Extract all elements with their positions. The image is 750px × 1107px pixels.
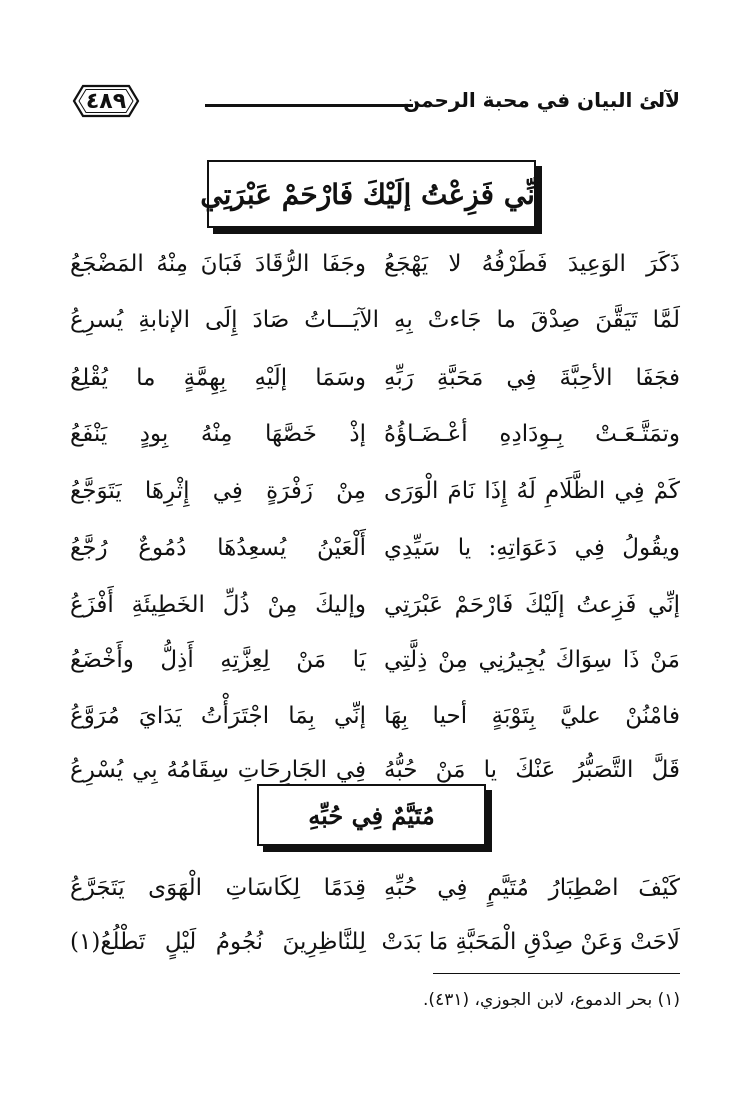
- poem-line: [70, 914, 680, 970]
- verse-first-hemistich: ذَكَرَ الوَعِيدَ فَطَرْفُهُ لا يَهْجَعُ: [384, 251, 680, 277]
- poem-line: [70, 520, 680, 576]
- poem-line: [70, 236, 680, 292]
- footnote-rule: [433, 973, 680, 974]
- poem-line: [70, 350, 680, 406]
- verse-second-hemistich: وسَمَا إلَيْهِ بِهِمَّةٍ ما يُقْلِعُ: [70, 365, 366, 391]
- verse-first-hemistich: فامْنُنْ عليَّ بِتَوْبَةٍ أحيا بِهَا: [384, 703, 680, 729]
- section-title: إنِّي فَزِعْتُ إلَيْكَ فَارْحَمْ عَبْرَتِي: [200, 177, 543, 211]
- verse-first-hemistich: قَلَّ التَّصَبُّرُ عَنْكَ يا مَنْ حُبُّهُ: [384, 757, 680, 783]
- header-rule: [205, 104, 413, 107]
- verse-second-hemistich: قِدَمًا لِكَاسَاتِ الْهَوَى يَتَجَرَّعُ: [70, 875, 366, 901]
- section-title-box: [257, 784, 486, 846]
- poem-line: [70, 860, 680, 916]
- verse-first-hemistich: مَنْ ذَا سِوَاكَ يُجِيرُنِي مِنْ ذِلَّتِي: [384, 647, 680, 673]
- verse-second-hemistich: يَا مَنْ لِعِزَّتِهِ أَذِلُّ وأَخْضَعُ: [70, 647, 366, 673]
- running-header-title: لآلئ البيان في محبة الرحمن: [403, 88, 680, 112]
- poem-line: [70, 688, 680, 744]
- verse-second-hemistich: وجَفَا الرُّقَادَ فَبَانَ مِنْهُ المَضْجَعُ: [70, 251, 366, 277]
- poem-line: [70, 577, 680, 633]
- verse-second-hemistich: إنِّي بِمَا اجْتَرَأْتُ يَدَايَ مُرَوَّعُ: [70, 703, 366, 729]
- verse-second-hemistich: إذْ خَصَّهَا مِنْهُ بِودٍ يَنْفَعُ: [70, 421, 366, 447]
- page-number-badge: [70, 82, 142, 120]
- verse-first-hemistich: ويقُولُ فِي دَعَوَاتِهِ: يا سَيِّدِي: [384, 535, 680, 561]
- verse-second-hemistich: فِي الجَارِحَاتِ سِقَامُهُ بِي يُسْرِعُ: [70, 757, 366, 783]
- verse-first-hemistich: لَاحَتْ وَعَنْ صِدْقِ الْمَحَبَّةِ مَا بَدَتْ: [381, 929, 680, 955]
- section-title-box: [200, 160, 543, 228]
- footnote: (١) بحر الدموع، لابن الجوزي، (٤٣١).: [423, 990, 680, 1010]
- verse-second-hemistich: وإليكَ مِنْ ذُلِّ الخَطِيئَةِ أَفْزَعُ: [70, 592, 366, 618]
- verse-second-hemistich: لِلنَّاظِرِينَ نُجُومُ لَيْلٍ تَطْلُعُ(١): [70, 929, 366, 955]
- verse-first-hemistich: وتمَتَّـعَـتْ بِـوِدَادِهِ أعْـضَـاؤُهُ: [384, 421, 680, 447]
- verse-first-hemistich: إنِّي فَزِعتُ إلَيْكَ فَارْحَمْ عَبْرَتِي: [384, 592, 680, 618]
- verse-second-hemistich: مِنْ زَفْرَةٍ فِي إِثْرِهَا يَتَوَجَّعُ: [70, 478, 366, 504]
- poem-line: [70, 632, 680, 688]
- poem-line: [70, 292, 680, 348]
- poem-line: [70, 463, 680, 519]
- poem-line: [70, 406, 680, 462]
- verse-first-hemistich: كَيْفَ اصْطِبَارُ مُتَيَّمٍ فِي حُبِّهِ: [384, 875, 680, 901]
- verse-first-hemistich: كَمْ فِي الظَّلَامِ لَهُ إِذَا نَامَ الْوَرَى: [384, 478, 680, 504]
- section-title: مُتَيَّمٌ فِي حُبِّهِ: [308, 800, 435, 830]
- verse-first-hemistich: فجَفَا الأحِبَّةَ فِي مَحَبَّةِ رَبِّهِ: [384, 365, 680, 391]
- page-number: ٤٨٩: [85, 88, 127, 114]
- verse-full-line: لَمَّا تَيَقَّنَ صِدْقَ ما جَاءتْ بِهِ الآيَـــاتُ صَادَ إِلَى الإنابةِ يُسرِعُ: [70, 307, 680, 333]
- verse-second-hemistich: أَلْعَيْنُ يُسعِدُهَا دُمُوعٌ رُجَّعُ: [70, 535, 366, 561]
